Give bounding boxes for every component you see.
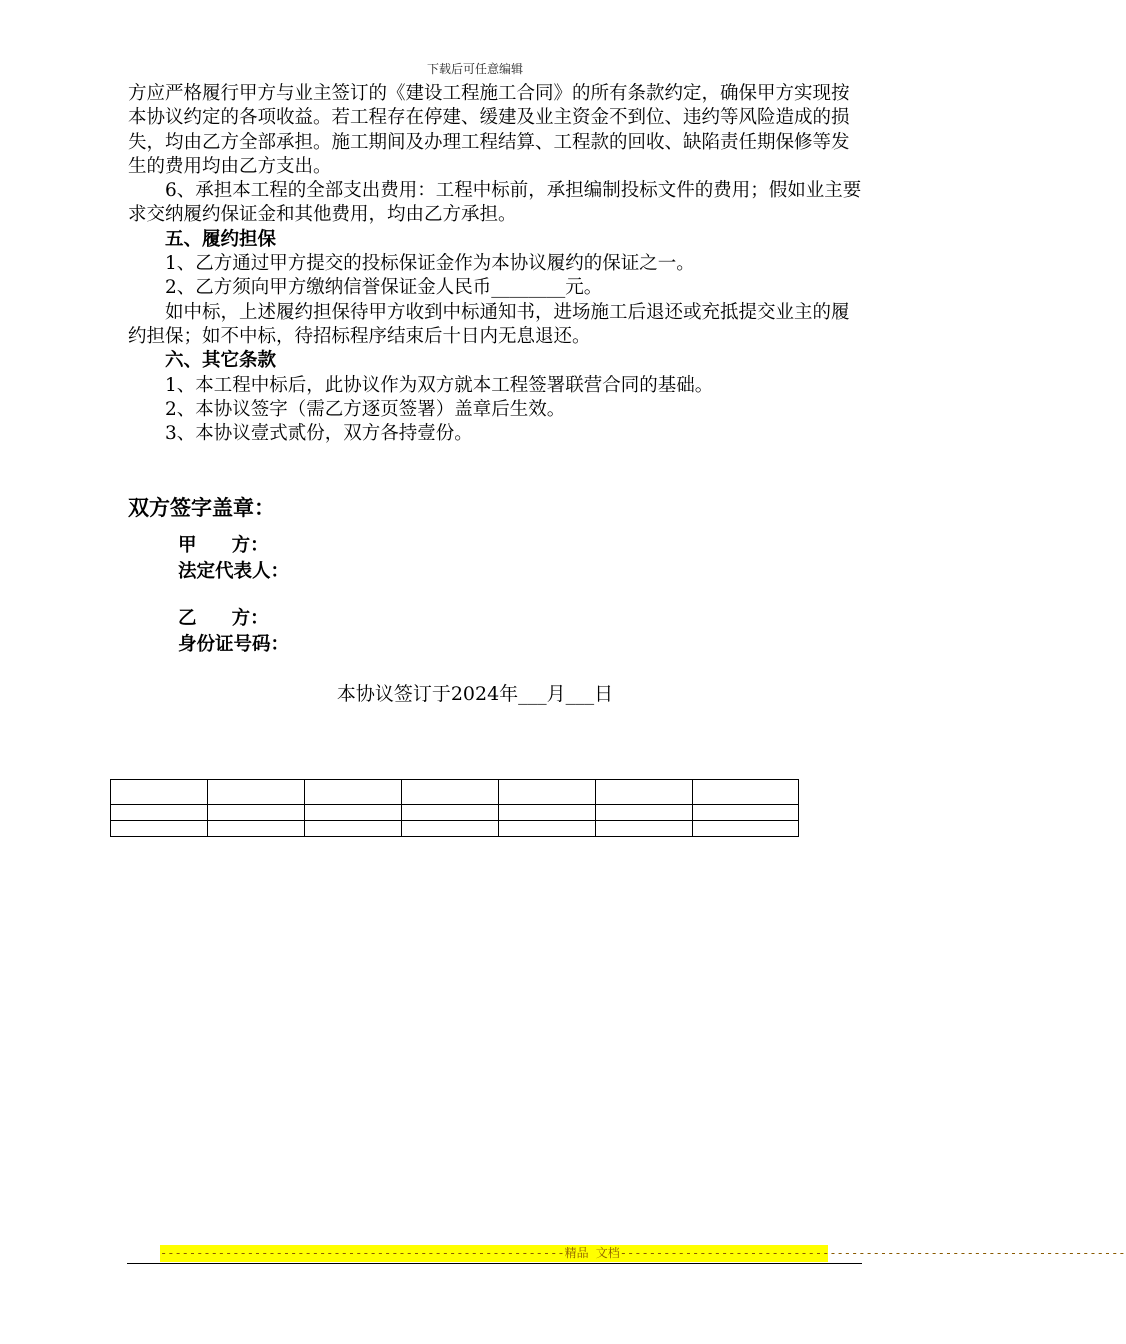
table-cell: [402, 821, 499, 837]
paragraph-guarantee-refund: 如中标，上述履约担保待甲方收到中标通知书，进场施工后退还或充抵提交业主的履约担保；如不中标，待招标程序结束后十日内无息退还。: [128, 301, 850, 347]
paragraph-obligations: 方应严格履行甲方与业主签订的《建设工程施工合同》的所有条款约定，确保甲方实现按本协议约定的各项收益。若工程存在停建、缓建及业主资金不到位、违约等风险造成的损失，均由乙方全部承担。施工期间及办理工程结算、工程款的回收、缺陷责任期保修等发生的费用均由乙方支出。: [128, 83, 850, 177]
table-cell: [402, 805, 499, 821]
party-b-signature-block: [178, 606, 289, 658]
table-cell: [208, 805, 305, 821]
table-cell: [305, 780, 402, 805]
table-cell: [693, 780, 799, 805]
table-cell: [305, 821, 402, 837]
blank-table: [110, 779, 799, 837]
table-cell: [111, 805, 208, 821]
table-cell: [208, 821, 305, 837]
legal-rep-label: 法定代表人：: [178, 561, 290, 582]
party-a-signature-block: [178, 533, 289, 585]
footer-divider: [127, 1263, 862, 1264]
table-cell: [596, 805, 693, 821]
table-cell: [499, 821, 596, 837]
table-cell: [693, 821, 799, 837]
party-b-label: 乙方：: [178, 608, 269, 629]
paragraph-other-2: 2、本协议签字（需乙方逐页签署）盖章后生效。: [165, 398, 566, 420]
table-cell: [596, 821, 693, 837]
table-row: [111, 780, 799, 805]
paragraph-guarantee-2: 2、乙方须向甲方缴纳信誉保证金人民币________元。: [165, 277, 603, 299]
party-a-label: 甲方：: [178, 535, 269, 556]
table-cell: [596, 780, 693, 805]
table-cell: [402, 780, 499, 805]
signature-title: 双方签字盖章：: [128, 496, 275, 520]
paragraph-guarantee-1: 1、乙方通过甲方提交的投标保证金作为本协议履约的保证之一。: [165, 253, 695, 275]
footer-watermark-band: --------------------------------------------------------精品 文档----------------------------------------------------------------------: [160, 1246, 1126, 1260]
table-cell: [305, 805, 402, 821]
table-row: [111, 821, 799, 837]
table-cell: [499, 805, 596, 821]
paragraph-other-3: 3、本协议壹式贰份，双方各持壹份。: [165, 423, 473, 445]
section-heading-5: 五、履约担保: [165, 228, 277, 250]
section-heading-6: 六、其它条款: [165, 350, 277, 372]
page-header-note: 下载后可任意编辑: [426, 62, 523, 76]
table-cell: [499, 780, 596, 805]
table-cell: [111, 780, 208, 805]
paragraph-clause-6: 6、承担本工程的全部支出费用：工程中标前，承担编制投标文件的费用；假如业主要求交纳履约保证金和其他费用，均由乙方承担。: [128, 180, 862, 226]
table-row: [111, 805, 799, 821]
signing-date-line: 本协议签订于2024年___月___日: [336, 683, 614, 705]
contract-body: [128, 82, 863, 446]
table-cell: [693, 805, 799, 821]
paragraph-other-1: 1、本工程中标后，此协议作为双方就本工程签署联营合同的基础。: [165, 374, 714, 396]
id-number-label: 身份证号码：: [178, 634, 290, 655]
table-cell: [111, 821, 208, 837]
table-cell: [208, 780, 305, 805]
